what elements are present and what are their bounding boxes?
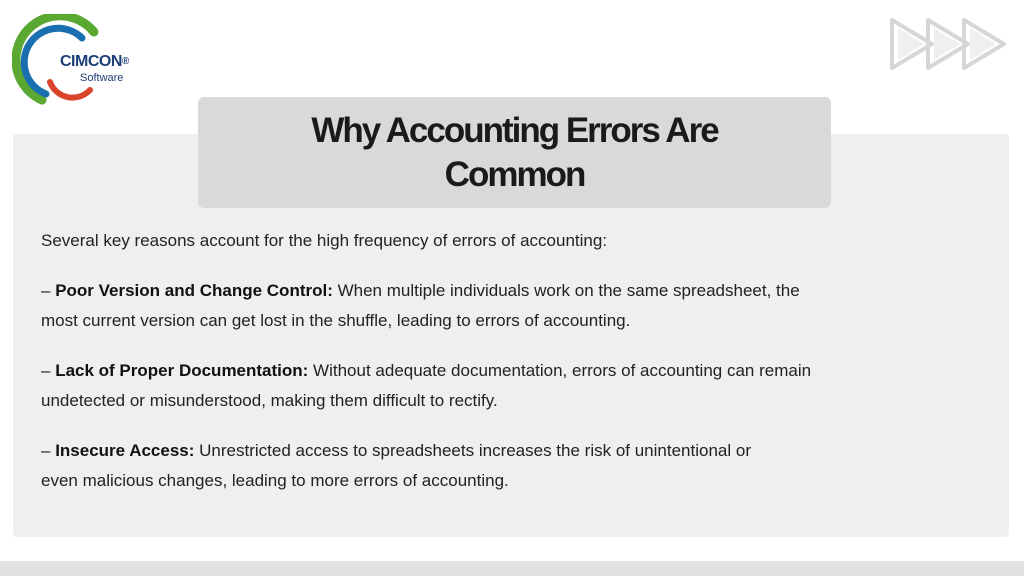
- triple-play-arrows-icon: [888, 16, 1010, 72]
- list-item: [41, 276, 941, 336]
- logo-subtitle: Software: [80, 72, 124, 84]
- footer-bar: [0, 561, 1024, 576]
- item-dash: –: [41, 281, 56, 300]
- item-label: Insecure Access:: [55, 441, 195, 460]
- cimcon-logo: [12, 14, 130, 106]
- intro-text: Several key reasons account for the high frequency of errors of accounting:: [41, 231, 608, 250]
- item-dash: –: [41, 441, 56, 460]
- list-item: [41, 356, 941, 416]
- slide-title: Why Accounting Errors Are Common: [311, 110, 718, 194]
- item-text-line2: most current version can get lost in the shuffle, leading to errors of accounting.: [41, 311, 631, 330]
- item-text-line1: Unrestricted access to spreadsheets increases the risk of unintentional or: [194, 441, 751, 460]
- item-text-line2: undetected or misunderstood, making them difficult to rectify.: [41, 391, 498, 410]
- item-label: Lack of Proper Documentation:: [55, 361, 309, 380]
- logo-wordmark: CIMCON®: [60, 53, 129, 70]
- slide-content: [41, 226, 941, 516]
- title-box: [198, 97, 831, 208]
- list-item: [41, 436, 941, 496]
- item-text-line1: Without adequate documentation, errors of accounting can remain: [308, 361, 812, 380]
- item-dash: –: [41, 361, 56, 380]
- item-text-line1: When multiple individuals work on the same spreadsheet, the: [332, 281, 800, 300]
- item-label: Poor Version and Change Control:: [55, 281, 333, 300]
- item-text-line2: even malicious changes, leading to more errors of accounting.: [41, 471, 509, 490]
